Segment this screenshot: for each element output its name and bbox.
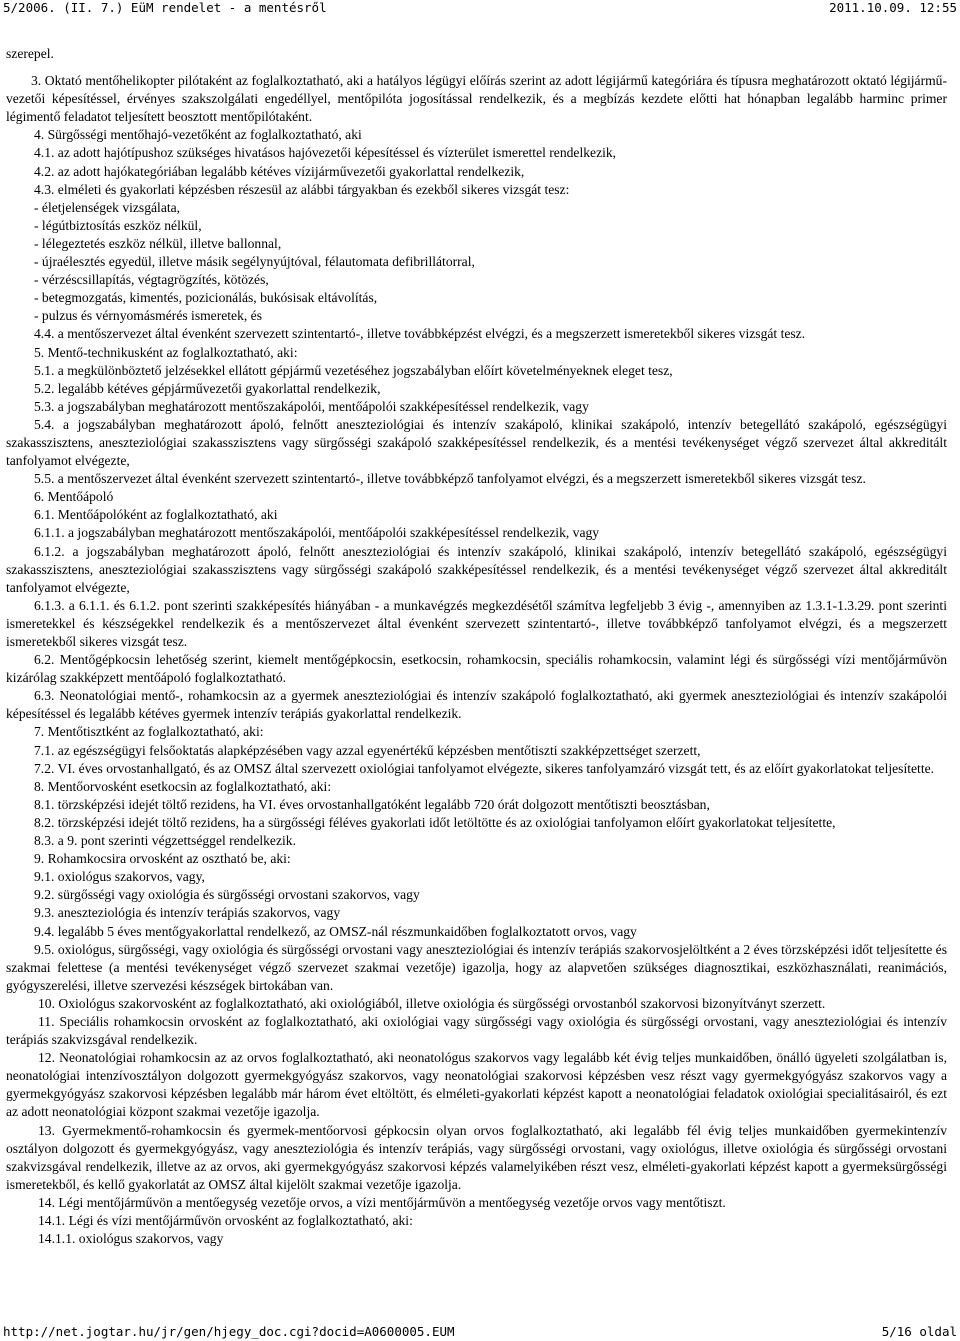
list-item: - lélegeztetés eszköz nélkül, illetve ballonnal, — [34, 235, 282, 251]
paragraph: 12. Neonatológiai rohamkocsin az az orvos foglalkoztatható, aki neonatológus szakorvos vagy legalább két évig teljes munkaidőben, önálló ügyeleti szolgálatban is, neonatológiai intenzívosztályon dolgozott gyermekgyógyász szakorvos, vagy neonatológiai szakorvosi képzésben vesz részt vagy gyermekgyógyász szakorvos vagy a gyermekgyógyász szakorvosi képzésben legalább már három évet eltöltött, és elméleti-gyakorlati képzést kapott a neonatológiai feladatok oxiológiai specialitásairól, és ezt az adott neonatológiai központ szakmai vezetője igazolja. — [6, 1050, 947, 1120]
paragraph: 9.2. sürgősségi vagy oxiológia és sürgősségi orvostani szakorvos, vagy — [34, 887, 420, 903]
paragraph: 7.2. VI. éves orvostanhallgató, és az OMSZ által szervezett oxiológiai tanfolyamot elvégezte, sikeres tanfolyamzáró vizsgát tett, és az előírt gyakorlatokat teljesítette. — [34, 760, 935, 776]
paragraph: 8. Mentőorvosként esetkocsin az foglalkoztatható, aki: — [34, 778, 332, 794]
paragraph: 9.4. legalább 5 éves mentőgyakorlattal rendelkező, az OMSZ-nál részmunkaidőben foglalkoztatott orvos, vagy — [34, 923, 637, 939]
list-item: - életjelenségek vizsgálata, — [34, 199, 181, 215]
paragraph: 14. Légi mentőjárművön a mentőegység vezetője orvos, a vízi mentőjárművön a mentőegység vezetője orvos vagy mentőtiszt. — [38, 1194, 726, 1210]
paragraph: 7.1. az egészségügyi felsőoktatás alapképzésében vagy azzal egyenértékű képzésben mentőtiszti szakképzettséget szerzett, — [34, 742, 701, 758]
paragraph: 3. Oktató mentőhelikopter pilótaként az foglalkoztatható, aki a hatályos légügyi előírás szerint az adott légijármű kategóriára és típusra meghatározott oktató légijármű-vezetői képesítéssel, érvényes szakszolgálati engedéllyel, mentőpilóta jogosítással rendelkezik, és a megbízás kezdete előtti hat hónapban legalább harminc primer légimentő feladatot teljesített beosztott mentőpilótaként. — [6, 73, 947, 125]
paragraph: 4.1. az adott hajótípushoz szükséges hivatásos hajóvezetői képesítéssel és vízterület ismerettel rendelkezik, — [34, 145, 617, 161]
paragraph: 6.1.2. a jogszabályban meghatározott ápoló, felnőtt aneszteziológiai és intenzív szakápoló, klinikai szakápoló, intenzív betegellátó szakápoló, egészségügyi szakasszisztens, aneszteziológiai szakasszisztens vagy sürgősségi szakápoló szakképesítéssel rendelkezik, és a mentési tevékenységet végző szervezet által akkreditált tanfolyamot elvégezte, — [6, 543, 947, 595]
paragraph: 5.4. a jogszabályban meghatározott ápoló, felnőtt aneszteziológiai és intenzív szakápoló, klinikai szakápoló, intenzív betegellátó szakápoló, egészségügyi szakasszisztens, aneszteziológiai szakasszisztens vagy sürgősségi szakápoló szakképesítéssel rendelkezik, és a mentési tevékenységet végző szervezet által akkreditált tanfolyamot elvégezte, — [6, 416, 947, 469]
document-title: 5/2006. (II. 7.) EüM rendelet - a mentésről — [3, 0, 327, 15]
paragraph: 5.1. a megkülönböztető jelzésekkel ellátott gépjármű vezetéséhez jogszabályban előírt követelményeknek eleget tesz, — [34, 362, 673, 378]
paragraph: szerepel. — [6, 46, 54, 61]
page-number: 5/16 oldal — [881, 1324, 957, 1339]
paragraph: 8.2. törzsképzési idejét töltő rezidens, ha a sürgősségi féléves gyakorlati időt letöltötte és az oxiológiai tanfolyamon előírt gyakorlatokat teljesítette, — [34, 814, 836, 830]
list-item: - pulzus és vérnyomásmérés ismeretek, és — [34, 308, 263, 324]
paragraph: 6.1. Mentőápolóként az foglalkoztatható, aki — [34, 507, 278, 523]
page-footer — [0, 1324, 960, 1340]
paragraph: 4.3. elméleti és gyakorlati képzésben részesül az alábbi tárgyakban és ezekből sikeres vizsgát tesz: — [34, 181, 570, 197]
paragraph: 5.3. a jogszabályban meghatározott mentőszakápolói, mentőápolói szakképesítéssel rendelkezik, vagy — [34, 398, 589, 414]
document-body — [6, 45, 947, 1248]
paragraph: 4.2. az adott hajókategóriában legalább kétéves vízijárművezetői gyakorlattal rendelkezik, — [34, 163, 525, 179]
paragraph: 4. Sürgősségi mentőhajó-vezetőként az foglalkoztatható, aki — [34, 127, 362, 143]
paragraph: 10. Oxiológus szakorvosként az foglalkoztatható, aki oxiológiából, illetve oxiológia és sürgősségi orvostanból szakorvosi bizonyítványt szerzett. — [38, 995, 826, 1011]
paragraph: 9.3. aneszteziológia és intenzív terápiás szakorvos, vagy — [34, 905, 341, 921]
paragraph: 8.3. a 9. pont szerinti végzettséggel rendelkezik. — [34, 833, 296, 849]
paragraph: 8.1. törzsképzési idejét töltő rezidens, ha VI. éves orvostanhallgatóként legalább 720 órát dolgozott mentőtiszti beosztásban, — [34, 796, 710, 812]
paragraph: 5.5. a mentőszervezet által évenként szervezett szintentartó-, illetve továbbképző tanfolyamot elvégzi, és a megszerzett ismeretekből sikeres vizsgát tesz. — [34, 471, 866, 487]
paragraph: 13. Gyermekmentő-rohamkocsin és gyermek-mentőorvosi gépkocsin olyan orvos foglalkoztatható, aki legalább fél évig teljes munkaidőben gyermekintenzív osztályon dolgozott és gyermekgyógyász, vagy aneszteziológia és intenzív terápiás, vagy sürgősségi orvostani, vagy oxiológus, illetve oxiológia és sürgősségi orvostani szakvizsgával rendelkezik, illetve az az orvos, aki gyermekgyógyász szakorvosi képzés valamelyikében részt vesz, elméleti-gyakorlati képzést kapott a gyermeksürgősségi ismeretekből, és kellő gyakorlatát az OMSZ által kijelölt szakmai vezetője igazolja. — [6, 1122, 947, 1192]
paragraph: 6.1.3. a 6.1.1. és 6.1.2. pont szerinti szakképesítés hiányában - a munkavégzés megkezdésétől számítva legfeljebb 3 évig -, amennyiben az 1.3.1-1.3.29. pont szerinti ismeretekkel és készségekkel rendelkezik és a mentőszervezet által évenként szervezett szintentartó-, illetve továbbképző tanfolyamot elvégzi, és a megszerzett ismeretekből sikeres vizsgát tesz. — [6, 597, 947, 649]
source-url[interactable]: http://net.jogtar.hu/jr/gen/hjegy_doc.cgi?docid=A0600005.EUM — [3, 1324, 455, 1339]
list-item: - betegmozgatás, kimentés, pozicionálás, bukósisak eltávolítás, — [34, 290, 378, 306]
paragraph: 4.4. a mentőszervezet által évenként szervezett szintentartó-, illetve továbbképzést elvégzi, és a megszerzett ismeretekből sikeres vizsgát tesz. — [34, 326, 806, 342]
paragraph: 14.1. Légi és vízi mentőjárművön orvosként az foglalkoztatható, aki: — [38, 1213, 413, 1228]
list-item: - újraélesztés egyedül, illetve másik segélynyújtóval, félautomata defibrillátorral, — [34, 254, 475, 270]
paragraph: 9.1. oxiológus szakorvos, vagy, — [34, 869, 205, 885]
paragraph: 9.5. oxiológus, sürgősségi, vagy oxiológia és sürgősségi orvostani vagy aneszteziológiai és intenzív terápiás szakorvosjelöltként a 2 éves törzsképzési időt teljesítette és szakmai felettese (a mentési tevékenységet végző szervezet szakmai vezetője) igazolja, hogy az alapvetően szükséges diagnosztikai, eszközhasználati, reanimációs, gyógyszerelési, illetve szervezési készségek birtokában van. — [6, 941, 947, 993]
paragraph: 11. Speciális rohamkocsin orvosként az foglalkoztatható, aki oxiológiai vagy sürgősségi vagy oxiológia és sürgősségi orvostani, vagy aneszteziológiai és intenzív terápiás szakvizsgával rendelkezik. — [6, 1013, 947, 1048]
paragraph: 6. Mentőápoló — [34, 489, 114, 505]
paragraph: 9. Rohamkocsira orvosként az osztható be, aki: — [34, 851, 291, 867]
paragraph: 14.1.1. oxiológus szakorvos, vagy — [38, 1231, 224, 1247]
paragraph: 6.1.1. a jogszabályban meghatározott mentőszakápolói, mentőápolói szakképesítéssel rendelkezik, vagy — [34, 525, 600, 541]
list-item: - légútbiztosítás eszköz nélkül, — [34, 217, 202, 233]
page-header — [0, 0, 960, 16]
print-datetime: 2011.10.09. 12:55 — [829, 0, 957, 15]
paragraph: 5. Mentő-technikusként az foglalkoztatható, aki: — [34, 344, 298, 360]
paragraph: 6.3. Neonatológiai mentő-, rohamkocsin az a gyermek aneszteziológiai és intenzív szakápoló foglalkoztatható, aki gyermek aneszteziológiai és intenzív szakápolói képesítéssel és legalább kétéves gyermek intenzív terápiás gyakorlattal rendelkezik. — [6, 688, 947, 722]
paragraph: 5.2. legalább kétéves gépjárművezetői gyakorlattal rendelkezik, — [34, 380, 381, 396]
list-item: - vérzéscsillapítás, végtagrögzítés, kötözés, — [34, 272, 269, 288]
paragraph: 6.2. Mentőgépkocsin lehetőség szerint, kiemelt mentőgépkocsin, esetkocsin, rohamkocsin, speciális rohamkocsin, valamint légi és sürgősségi vízi mentőjárművön kizárólag szakképzett mentőápoló foglalkoztatható. — [6, 652, 947, 686]
paragraph: 7. Mentőtisztként az foglalkoztatható, aki: — [34, 724, 264, 740]
